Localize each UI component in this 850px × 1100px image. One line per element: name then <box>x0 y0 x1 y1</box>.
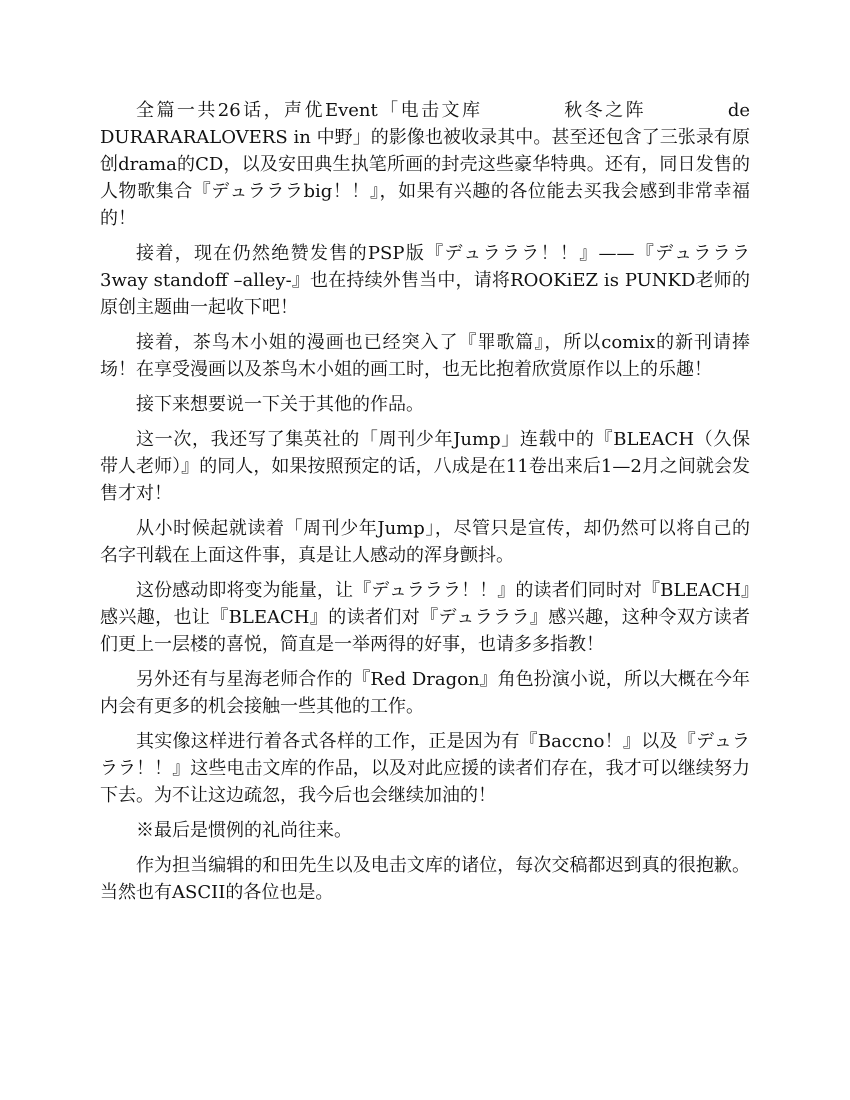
paragraph-10: ※最后是惯例的礼尚往来。 <box>136 820 352 841</box>
paragraph-6: 从小时候起就读着「周刊少年Jump」，尽管只是宣传，却仍然可以将自己的名字刊载在上面这件事，真是让人感动的浑身颤抖。 <box>100 518 750 566</box>
paragraph-9: 其实像这样进行着各式各样的工作，正是因为有『Baccno！』以及『デュラララ！！』这些电击文库的作品，以及对此应援的读者们存在，我才可以继续努力下去。为不让这边疏忽，我今后也会继续加油的！ <box>100 731 750 806</box>
document-body <box>100 97 750 914</box>
paragraph-5: 这一次，我还写了集英社的「周刊少年Jump」连载中的『BLEACH（久保带人老师）』的同人，如果按照预定的话，八成是在11卷出来后1—2月之间就会发售才对！ <box>100 429 750 504</box>
paragraph-8: 另外还有与星海老师合作的『Red Dragon』角色扮演小说，所以大概在今年内会有更多的机会接触一些其他的工作。 <box>100 669 750 717</box>
paragraph-4: 接下来想要说一下关于其他的作品。 <box>136 394 424 415</box>
paragraph-11: 作为担当编辑的和田先生以及电击文库的诸位，每次交稿都迟到真的很抱歉。当然也有ASCII的各位也是。 <box>100 855 750 903</box>
paragraph-2: 接着，现在仍然绝赞发售的PSP版『デュラララ！！』——『デュラララ3way standoff –alley-』也在持续外售当中，请将ROOKiEZ is PUNKD老师的原创主题曲一起收下吧！ <box>100 243 750 318</box>
paragraph-1: 全篇一共26话，声优Event「电击文库 秋冬之阵 de DURARARALOVERS in 中野」的影像也被收录其中。甚至还包含了三张录有原创drama的CD，以及安田典生执笔所画的封壳这些豪华特典。还有，同日发售的人物歌集合『デュラララbig！！』，如果有兴趣的各位能去买我会感到非常幸福的！ <box>100 100 750 229</box>
paragraph-7: 这份感动即将变为能量，让『デュラララ！！』的读者们同时对『BLEACH』感兴趣，也让『BLEACH』的读者们对『デュラララ』感兴趣，这种令双方读者们更上一层楼的喜悦，简直是一举两得的好事，也请多多指教！ <box>100 580 750 655</box>
paragraph-3: 接着，茶鸟木小姐的漫画也已经突入了『罪歌篇』，所以comix的新刊请捧场！在享受漫画以及茶鸟木小姐的画工时，也无比抱着欣赏原作以上的乐趣！ <box>100 332 750 380</box>
